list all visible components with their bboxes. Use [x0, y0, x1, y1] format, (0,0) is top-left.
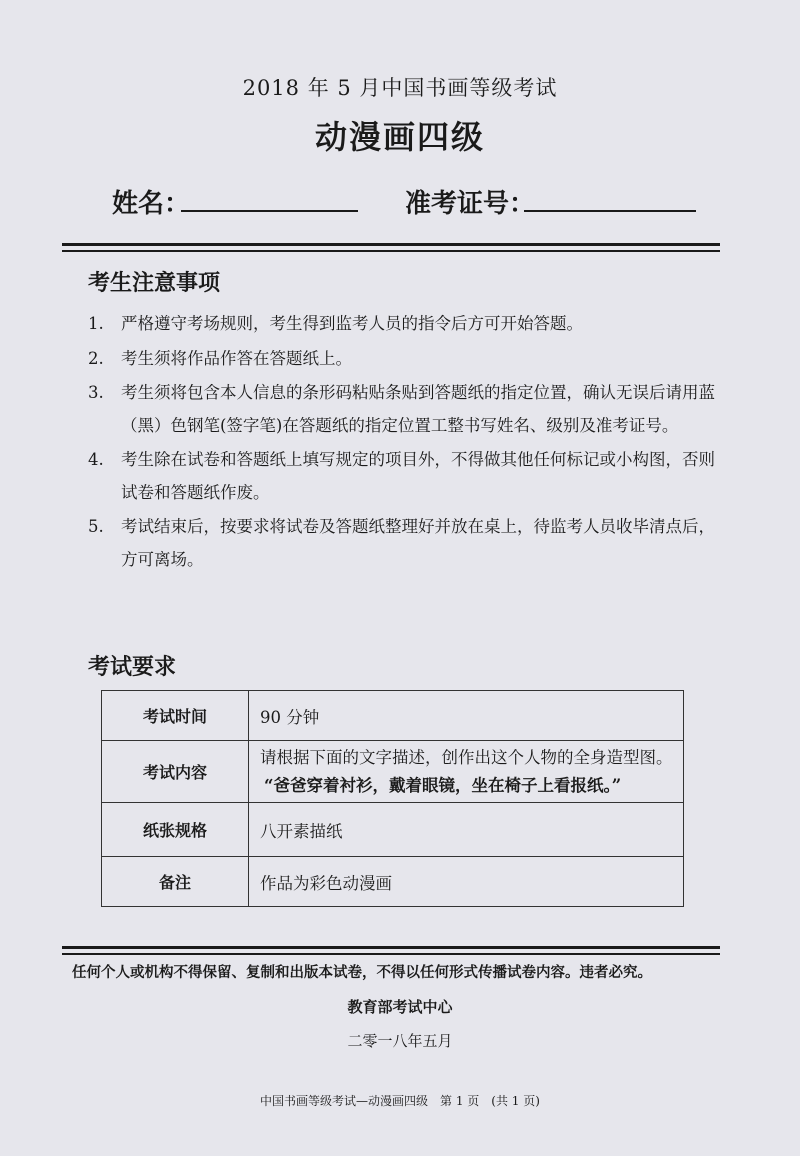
table-cell-label: 考试时间	[102, 691, 249, 741]
name-label: 姓名：	[112, 189, 191, 219]
list-item	[88, 343, 728, 376]
exam-title: 2018 年 5 月中国书画等级考试	[242, 76, 558, 100]
note-text: 严格遵守考场规则，考生得到监考人员的指令后方可开始答题。	[121, 314, 583, 333]
name-blank-line	[181, 210, 358, 212]
table-cell-value	[249, 803, 684, 857]
list-item	[88, 308, 728, 341]
note-number: 1.	[88, 314, 104, 333]
list-item	[88, 511, 728, 576]
table-cell-value	[249, 691, 684, 741]
requirements-table	[101, 690, 684, 907]
table-row	[102, 741, 684, 803]
note-number: 2.	[88, 348, 104, 368]
copyright-notice: 任何个人或机构不得保留、复制和出版本试卷，不得以任何形式传播试卷内容。违者必究。	[72, 965, 652, 981]
value-quote: “爸爸穿着衬衫，戴着眼镜，坐在椅子上看报纸。”	[264, 775, 622, 795]
value-text: 请根据下面的文字描述，创作出这个人物的全身造型图。	[260, 747, 673, 767]
note-text: 考生须将作品作答在答题纸上。	[121, 348, 352, 368]
notes-list	[88, 308, 728, 578]
note-number: 4.	[88, 450, 104, 469]
issue-date: 二零一八年五月	[347, 1032, 453, 1050]
list-item	[88, 377, 728, 442]
table-cell-value	[249, 857, 684, 907]
id-label: 准考证号：	[405, 189, 536, 219]
table-cell-label: 考试内容	[102, 741, 249, 803]
note-text: 考试结束后，按要求将试卷及答题纸整理好并放在桌上，待监考人员收毕清点后，方可离场。	[121, 517, 715, 569]
top-divider	[62, 243, 720, 252]
id-blank-line	[524, 210, 696, 212]
notes-heading: 考生注意事项	[88, 271, 221, 296]
value-text: 八开素描纸	[260, 821, 343, 841]
issuer: 教育部考试中心	[347, 998, 453, 1016]
page-footer: 中国书画等级考试—动漫画四级 第 1 页 (共 1 页)	[260, 1094, 540, 1108]
level-title: 动漫画四级	[314, 118, 485, 156]
note-number: 3.	[88, 383, 104, 402]
value-text: 作品为彩色动漫画	[260, 873, 392, 893]
table-cell-value	[249, 741, 684, 803]
note-text: 考生除在试卷和答题纸上填写规定的项目外，不得做其他任何标记或小构图，否则试卷和答题纸作废。	[121, 450, 715, 502]
bottom-divider	[62, 946, 720, 955]
table-cell-label: 纸张规格	[102, 803, 249, 857]
table-row	[102, 691, 684, 741]
note-number: 5.	[88, 517, 104, 536]
value-text: 90 分钟	[260, 707, 320, 727]
requirements-heading: 考试要求	[88, 655, 177, 680]
table-row	[102, 803, 684, 857]
note-text: 考生须将包含本人信息的条形码粘贴条贴到答题纸的指定位置，确认无误后请用蓝（黑）色钢笔(签字笔)在答题纸的指定位置工整书写姓名、级别及准考证号。	[121, 383, 715, 435]
table-cell-label: 备注	[102, 857, 249, 907]
table-row	[102, 857, 684, 907]
list-item	[88, 444, 728, 509]
